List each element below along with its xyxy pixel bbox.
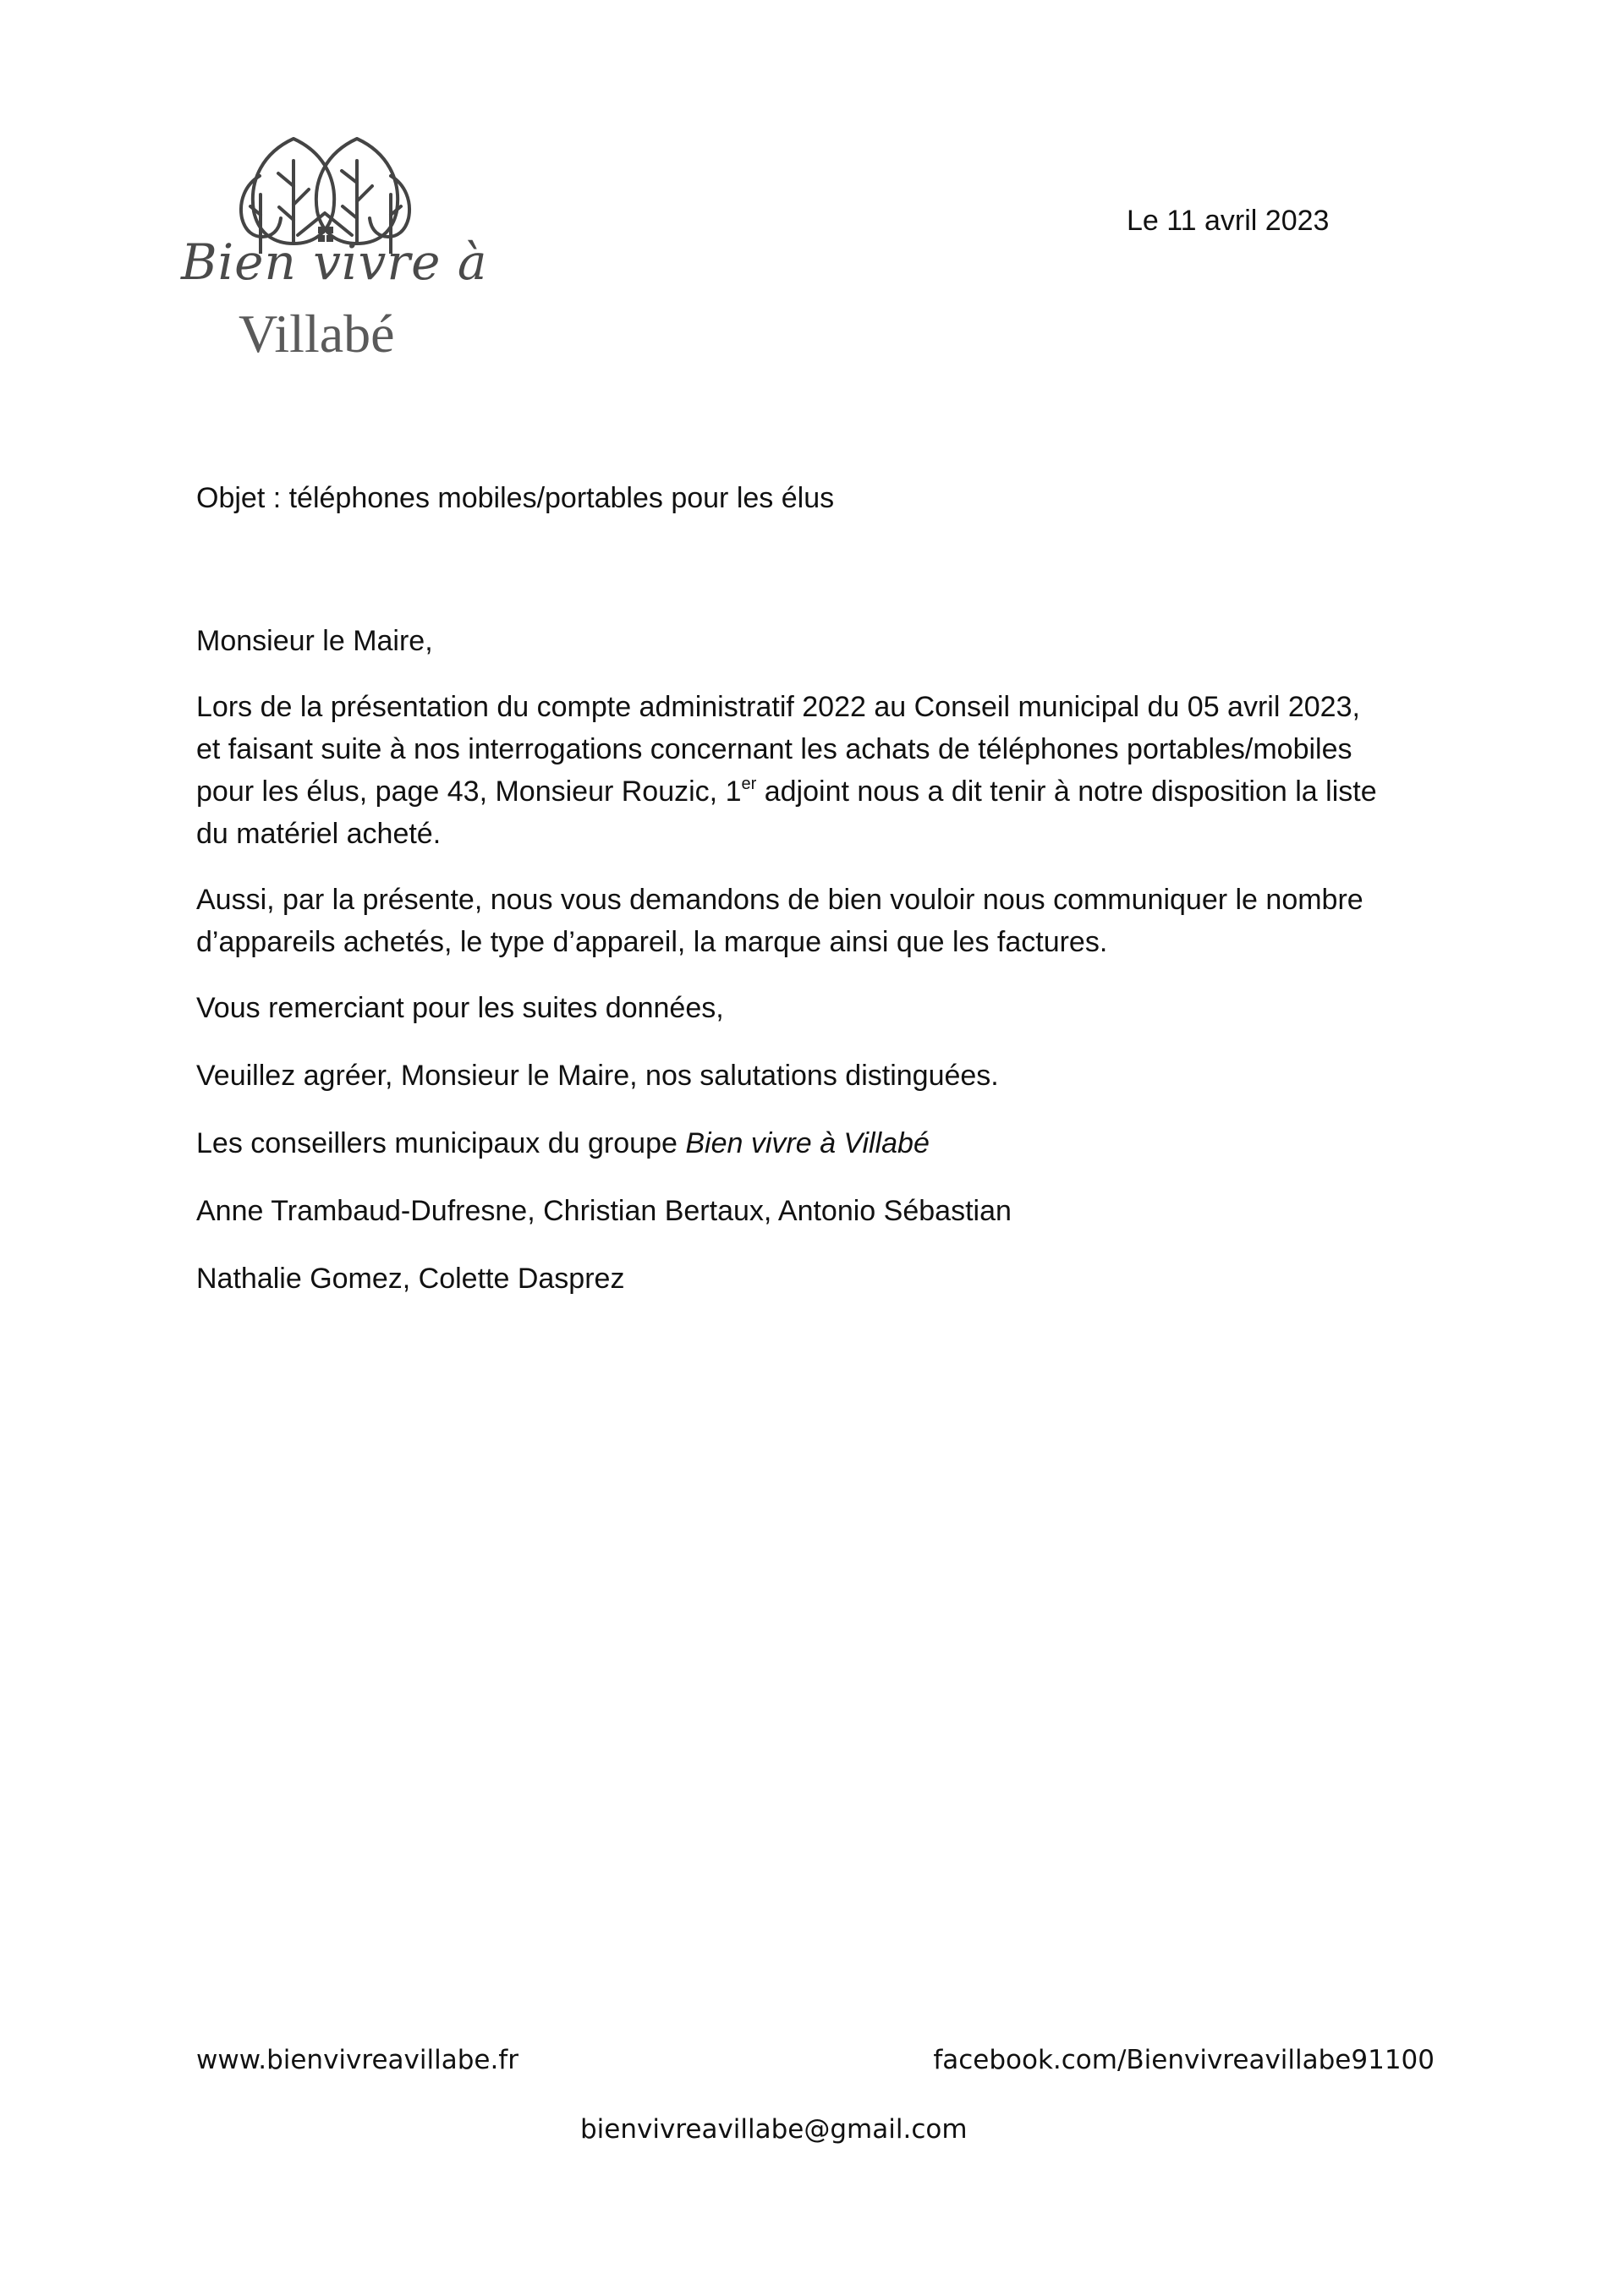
paragraph-2-line-1: Aussi, par la présente, nous vous demandons de bien vouloir nous communiquer le nombre bbox=[196, 884, 1363, 916]
signature-intro: Les conseillers municipaux du groupe bbox=[196, 1127, 686, 1159]
letter-date: Le 11 avril 2023 bbox=[1127, 205, 1330, 237]
letter-subject: Objet : téléphones mobiles/portables pour les élus bbox=[196, 482, 835, 514]
salutation bbox=[196, 620, 1448, 662]
closing-text: Veuillez agréer, Monsieur le Maire, nos salutations distinguées. bbox=[196, 1060, 999, 1092]
paragraph-1-line-3 bbox=[196, 770, 1448, 813]
thanks-paragraph bbox=[196, 987, 1448, 1029]
letter-body bbox=[196, 620, 1448, 1325]
ordinal-superscript: er bbox=[741, 775, 757, 793]
paragraph-1-line-2: et faisant suite à nos interrogations concernant les achats de téléphones portables/mobiles bbox=[196, 733, 1352, 765]
paragraph-1-line-3-start: pour les élus, page 43, Monsieur Rouzic, 1 bbox=[196, 775, 742, 808]
logo-text-line2: Villabé bbox=[239, 304, 395, 364]
signature-paragraph bbox=[196, 1122, 1448, 1164]
closing-paragraph bbox=[196, 1055, 1448, 1097]
paragraph-2 bbox=[196, 879, 1448, 963]
names-paragraph-1 bbox=[196, 1190, 1448, 1232]
signature-group-name: Bien vivre à Villabé bbox=[685, 1127, 930, 1159]
paragraph-1 bbox=[196, 686, 1448, 855]
names-paragraph-2 bbox=[196, 1258, 1448, 1300]
logo bbox=[179, 127, 488, 364]
signatory-names-1: Anne Trambaud-Dufresne, Christian Bertaux, Antonio Sébastian bbox=[196, 1195, 1012, 1227]
signature-line bbox=[196, 1122, 1448, 1164]
signatory-names-2: Nathalie Gomez, Colette Dasprez bbox=[196, 1263, 625, 1295]
footer-website: www.bienvivreavillabe.fr bbox=[196, 2045, 518, 2075]
paragraph-1-line-4: du matériel acheté. bbox=[196, 818, 442, 850]
logo-text-line1: Bien vivre à bbox=[181, 233, 488, 291]
salutation-text: Monsieur le Maire, bbox=[196, 625, 433, 657]
paragraph-1-line-1: Lors de la présentation du compte administratif 2022 au Conseil municipal du 05 avril 2023, bbox=[196, 691, 1360, 723]
footer-email: bienvivreavillabe@gmail.com bbox=[580, 2114, 968, 2145]
paragraph-1-line-3-end: adjoint nous a dit tenir à notre disposition la liste bbox=[756, 775, 1377, 808]
footer-facebook: facebook.com/Bienvivreavillabe91100 bbox=[933, 2045, 1435, 2075]
paragraph-2-line-2: d’appareils achetés, le type d’appareil, la marque ainsi que les factures. bbox=[196, 926, 1108, 958]
thanks-text: Vous remerciant pour les suites données, bbox=[196, 992, 724, 1024]
